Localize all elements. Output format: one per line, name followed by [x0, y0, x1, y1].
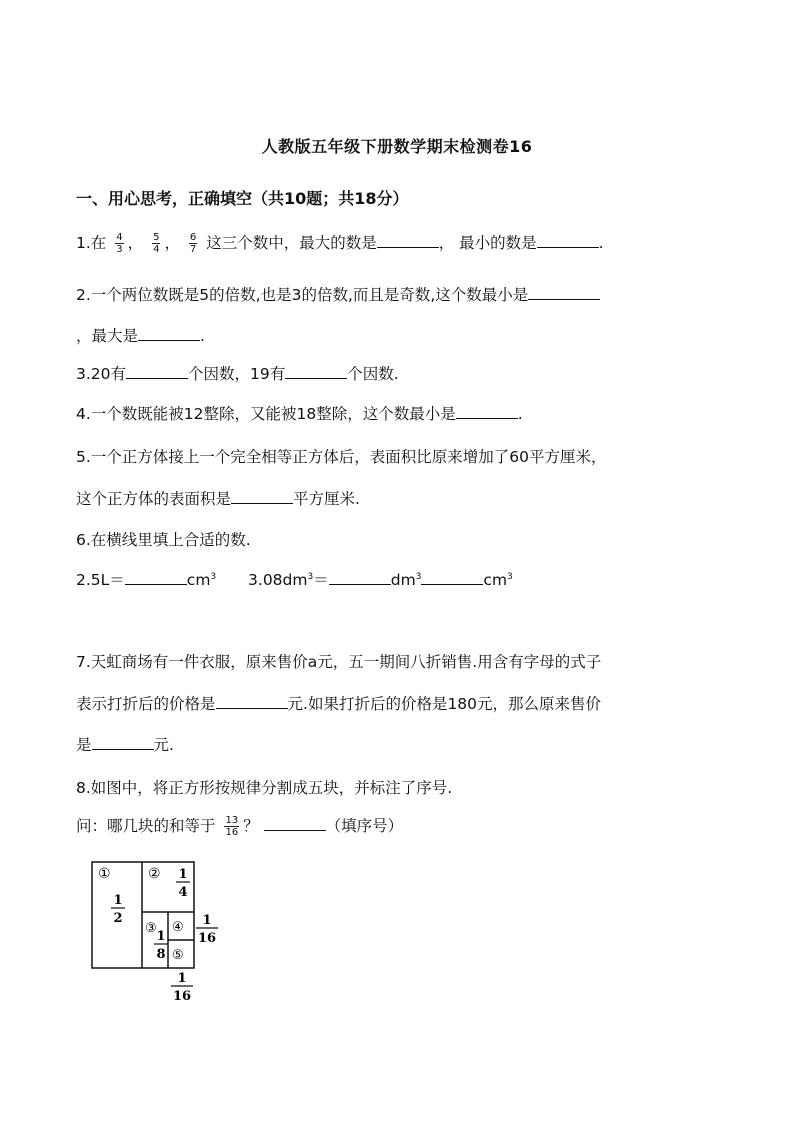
q3-answer-blank-2[interactable]: [285, 364, 347, 379]
frac-sixteenth-bottom-den: 16: [172, 989, 192, 1004]
q3-text-a: 3.20有: [76, 365, 127, 383]
q4-text: 4.一个数既能被12整除，又能被18整除，这个数最小是: [76, 405, 456, 423]
piece-label-4: ④: [172, 920, 184, 935]
question-1: [76, 231, 604, 255]
q7-line3b: 元.: [153, 736, 174, 754]
q1-sep-1: ，: [127, 234, 144, 252]
q4-end: .: [517, 405, 523, 423]
q6-unit-2: dm: [390, 571, 416, 589]
q1-text-a: 这三个数中，最大的数是: [206, 234, 377, 252]
q7-line1: 7.天虹商场有一件衣服，原来售价a元，五一期间八折销售.用含有字母的式子: [76, 653, 602, 671]
frac-half-num: 1: [113, 893, 123, 908]
question-7-cont: [76, 692, 601, 714]
q2-line1: 2.一个两位数既是5的倍数,也是3的倍数,而且是奇数,这个数最小是: [76, 286, 529, 304]
q5-answer-blank[interactable]: [231, 489, 293, 504]
q7-answer-blank-2[interactable]: [92, 735, 154, 750]
q8-line2c: （填序号）: [325, 817, 404, 835]
frac-half-den: 2: [113, 911, 123, 926]
question-4: [76, 402, 523, 424]
q7-answer-blank-1[interactable]: [216, 694, 288, 709]
q5-line1: 5.一个正方体接上一个完全相等正方体后，表面积比原来增加了60平方厘米，: [76, 448, 607, 466]
q8-answer-blank[interactable]: [264, 816, 326, 831]
q4-answer-blank[interactable]: [456, 404, 518, 419]
question-6-cont: [76, 568, 513, 590]
q1-text-b: ， 最小的数是: [438, 234, 537, 252]
q3-text-b: 个因数，19有: [188, 365, 286, 383]
question-2: [76, 283, 600, 305]
frac-sixteenth-bottom-num: 1: [177, 971, 187, 986]
q6-eq: ＝: [313, 571, 329, 589]
q6-exp-2: 3: [307, 571, 314, 582]
q8-line2a: 问：哪几块的和等于: [76, 817, 216, 835]
q1-fraction-1: $\frac{4}{3}$: [116, 232, 123, 255]
q1-end: .: [598, 234, 604, 252]
q5-line2a: 这个正方体的表面积是: [76, 490, 232, 508]
frac-sixteenth-right-den: 16: [197, 931, 217, 946]
question-2-cont: [76, 324, 205, 346]
piece-label-3: ③: [145, 921, 157, 936]
q6-text-a: 2.5L＝: [76, 571, 125, 589]
frac-eighth-num: 1: [156, 929, 166, 944]
question-7: [76, 650, 601, 672]
q6-unit-3: cm: [483, 571, 508, 589]
q8-fraction: $\frac{13}{16}$: [225, 815, 239, 838]
q6-exp-4: 3: [507, 571, 513, 582]
piece-label-1: ①: [98, 866, 111, 882]
q6-unit-1: cm: [186, 571, 211, 589]
q1-sep-2: ，: [164, 234, 180, 252]
q2-answer-blank-1[interactable]: [528, 285, 600, 300]
q3-answer-blank-1[interactable]: [126, 364, 188, 379]
q2-end: .: [200, 327, 205, 345]
q1-answer-blank-2[interactable]: [537, 233, 599, 248]
q8-line1: 8.如图中，将正方形按规律分割成五块，并标注了序号.: [76, 779, 453, 797]
q1-answer-blank-1[interactable]: [377, 233, 439, 248]
question-8: [76, 776, 452, 798]
question-5-cont: [76, 487, 360, 509]
q1-prefix: 1.在: [76, 234, 107, 252]
piece-label-5: ⑤: [172, 948, 184, 963]
q7-line2a: 表示打折后的价格是: [76, 695, 216, 713]
q2-answer-blank-2[interactable]: [138, 326, 200, 341]
q6-line1: 6.在横线里填上合适的数.: [76, 531, 251, 549]
question-5: [76, 445, 607, 467]
q2-line2a: ，最大是: [76, 327, 139, 345]
question-6: [76, 528, 251, 550]
frac-quarter-num: 1: [178, 867, 188, 882]
square-partition-svg: [90, 860, 230, 1010]
q7-line3a: 是: [76, 736, 92, 754]
q6-text-b: 3.08dm: [248, 571, 308, 589]
frac-sixteenth-right-num: 1: [202, 913, 212, 928]
q1-fraction-3: $\frac{6}{7}$: [189, 232, 197, 255]
section-heading: 一、用心思考，正确填空（共10题；共18分）: [76, 189, 409, 208]
frac-eighth-den: 8: [156, 947, 166, 962]
q5-line2b: 平方厘米.: [293, 490, 360, 508]
q8-line2b: ？: [243, 817, 259, 835]
q1-fraction-2: $\frac{5}{4}$: [153, 232, 160, 255]
q3-text-c: 个因数.: [347, 365, 399, 383]
q7-line2b: 元.如果打折后的价格是180元，那么原来售价: [287, 695, 602, 713]
q6-exp-3: 3: [415, 571, 422, 582]
page-title: 人教版五年级下册数学期末检测卷16: [261, 137, 533, 156]
question-3: [76, 362, 399, 384]
question-7-cont2: [76, 733, 174, 755]
q6-exp-1: 3: [210, 571, 217, 582]
q6-answer-blank-3[interactable]: [421, 570, 483, 585]
frac-quarter-den: 4: [178, 885, 188, 900]
q6-answer-blank-1[interactable]: [125, 570, 187, 585]
q6-answer-blank-2[interactable]: [329, 570, 391, 585]
square-partition-figure: [90, 860, 230, 1010]
question-8-cont: [76, 814, 403, 838]
piece-label-2: ②: [148, 866, 161, 882]
